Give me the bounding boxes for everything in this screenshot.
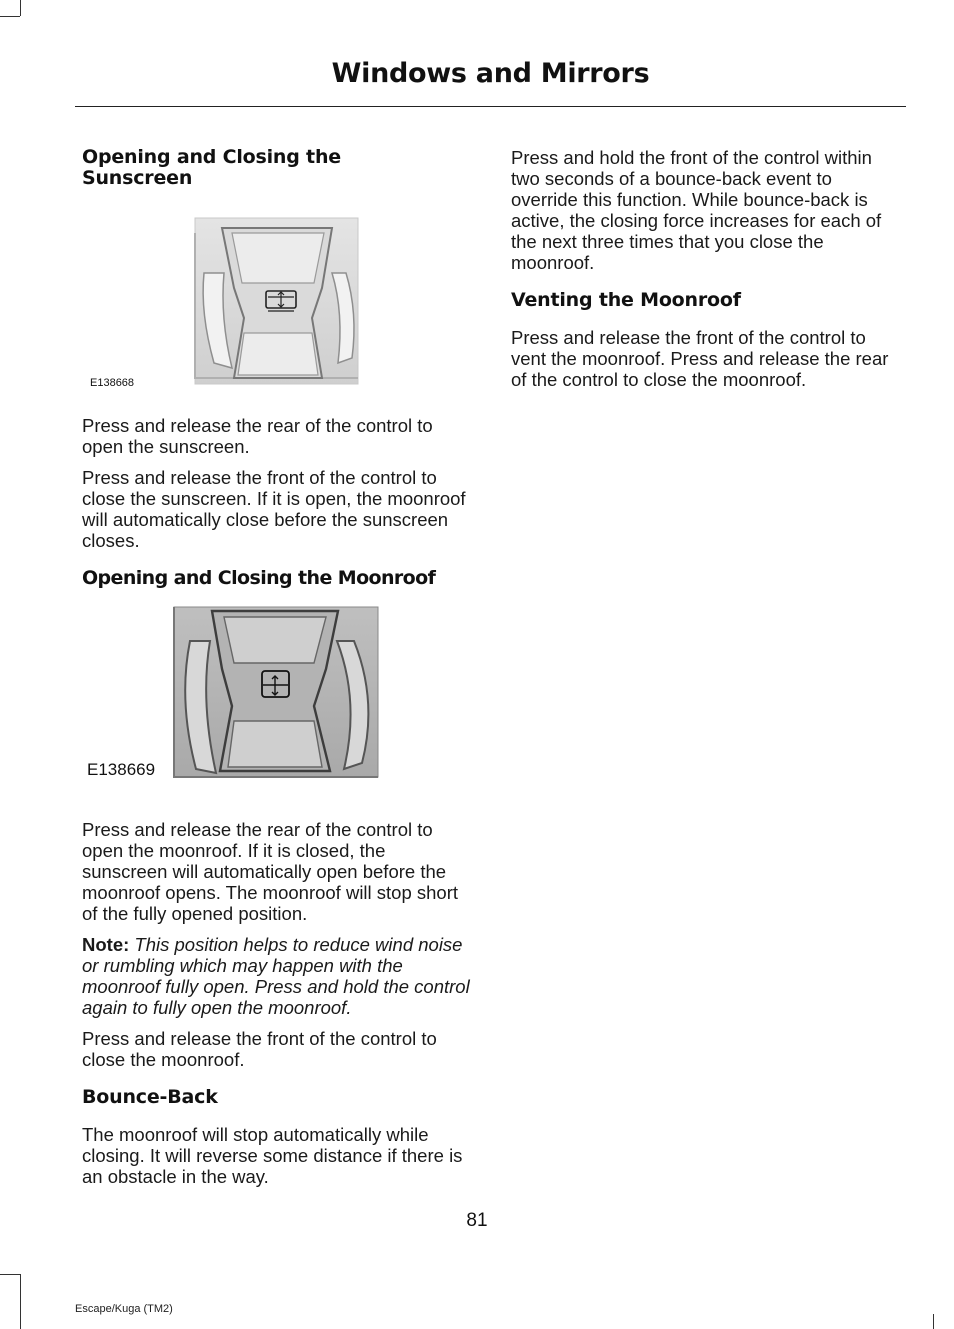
section-heading-venting: Venting the Moonroof [511,289,741,311]
note [82,934,474,1018]
paragraph: Press and release the front of the control to close the sunscreen. If it is open, the moonroof will automatically close before the sunscreen closes. [82,467,466,551]
paragraph: Press and release the front of the control to vent the moonroof. Press and release the rear of the control to close the moonroof. [511,327,889,390]
paragraph: Press and hold the front of the control within two seconds of a bounce-back event to override this function. While bounce-back is active, the closing force increases for each of the next three times that you close the moonroof. [511,147,882,273]
page-number: 81 [466,1210,488,1231]
moonroof-switch-illustration [82,601,474,815]
sunscreen-switch-illustration [82,193,474,403]
paragraph: Press and release the rear of the control to open the sunscreen. [82,415,433,457]
section-heading-bounce-back: Bounce-Back [82,1086,218,1108]
crop-mark [20,1314,21,1329]
left-column [82,147,474,1187]
paragraph: Press and release the rear of the control to open the moonroof. If it is closed, the sunscreen will automatically open before the moonroof opens. The moonroof will stop short of the fully opened position. [82,819,459,924]
paragraph: The moonroof will stop automatically while closing. It will reverse some distance if there is an obstacle in the way. [82,1124,463,1187]
section-heading-sunscreen: Opening and Closing the Sunscreen [82,146,341,189]
note-text: This position helps to reduce wind noise or rumbling which may happen with the moonroof fully open. Press and hold the control again to fully open the moonroof. [82,934,470,1018]
crop-mark [933,1314,934,1329]
page-title: Windows and Mirrors [331,58,650,89]
document-id: Escape/Kuga (TM2) [75,1303,173,1315]
right-column [511,147,903,390]
title-divider [75,106,906,107]
figure-sunscreen [82,193,474,403]
section-heading-moonroof: Opening and Closing the Moonroof [82,567,436,589]
note-label: Note: [82,934,130,955]
crop-mark [0,1274,20,1275]
crop-mark [20,0,21,16]
figure-code: E138669 [87,760,156,779]
figure-moonroof [82,601,474,815]
paragraph: Press and release the front of the control to close the moonroof. [82,1028,437,1070]
crop-mark [0,16,20,17]
figure-code: E138668 [90,377,135,389]
